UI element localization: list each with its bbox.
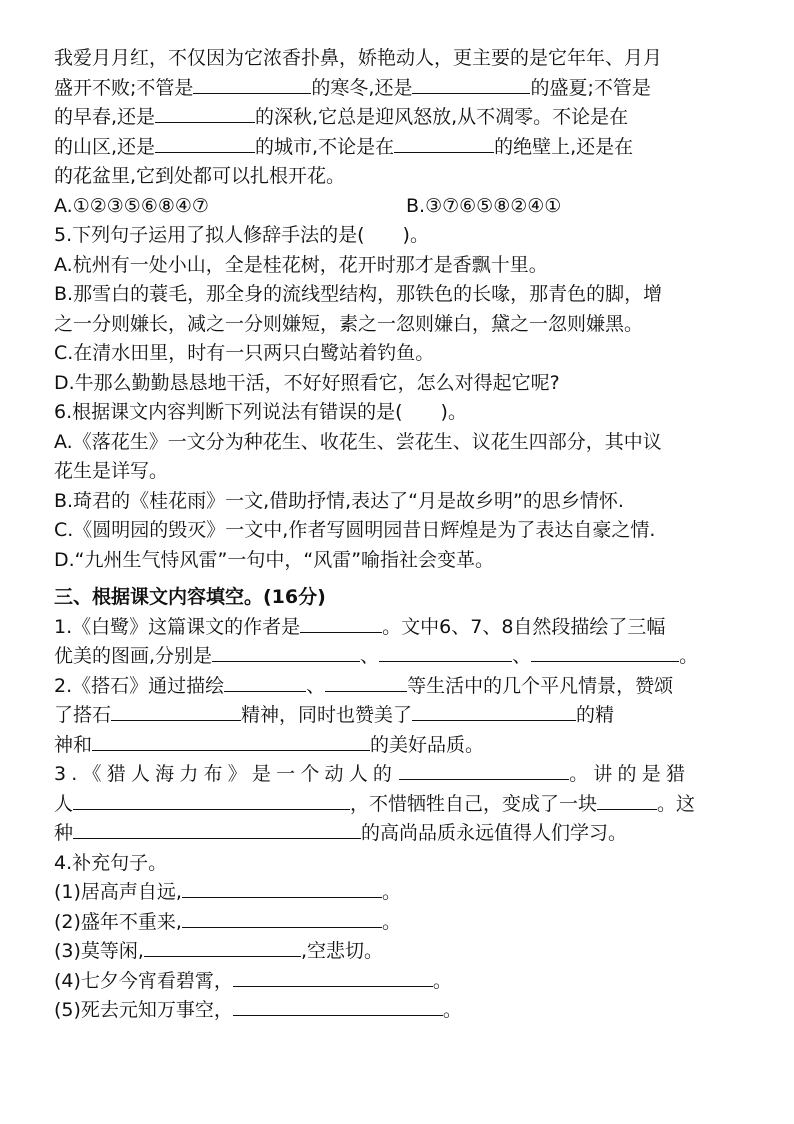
answer-blank[interactable] [193,75,311,94]
question-text: 。 [432,969,452,992]
answer-blank[interactable] [412,702,576,721]
answer-blank[interactable] [399,761,569,780]
q5-option-c[interactable] [54,339,754,369]
question-text: 3.《猎人海力布》是一个动人的 [54,763,398,785]
answer-blank[interactable] [233,968,433,987]
s4-item-4 [54,967,754,997]
answer-blank[interactable] [73,820,361,839]
answer-blank[interactable] [379,643,512,662]
passage-line-3 [54,103,754,133]
answer-blank[interactable] [394,134,494,153]
answer-blank[interactable] [233,997,443,1016]
q6-option-b[interactable] [54,487,754,517]
s3-line3 [54,819,754,849]
option-text: D.“九州生气恃风雷”一句中，“风雷”喻指社会变革。 [54,548,495,571]
q6-option-c[interactable] [54,516,754,546]
question-text: )。 [440,401,467,423]
question-text: 、 [512,645,532,667]
passage-text: 我爱月月红，不仅因为它浓香扑鼻，娇艳动人，更主要的是它年年、月月 [54,47,663,69]
question-text: 。这 [657,792,696,815]
answer-blank[interactable] [300,614,382,633]
question-text: 。文中6、7、8自然段描绘了三幅 [382,615,666,638]
s1-line2 [54,642,754,672]
worksheet-page [54,44,754,1026]
answer-blank[interactable] [92,732,370,751]
answer-blank[interactable] [155,104,255,123]
question-text: 的精 [576,704,615,726]
answer-blank[interactable] [224,673,306,692]
question-text: 等生活中的几个平凡情景，赞颂 [407,674,674,697]
q6-option-d[interactable] [54,546,754,576]
answer-blank[interactable] [182,879,382,898]
option-text: 之一分则嫌长，减之一分则嫌短，素之一忽则嫌白，黛之一忽则嫌黑。 [54,312,644,335]
q5-option-d[interactable] [54,369,754,399]
passage-text: 的盛夏;不管是 [530,76,651,99]
question-text: 、 [306,674,326,697]
option-text: A.《落花生》一文分为种花生、收花生、尝花生、议花生四部分，其中议 [54,430,662,453]
section-3-title: 三、根据课文内容填空。(16分) [54,586,326,608]
s4-title: 4.补充句子。 [54,851,168,874]
answer-blank[interactable] [155,134,255,153]
question-text: 1.《白鹭》这篇课文的作者是 [54,615,301,638]
option-text: D.牛那么勤勤恳恳地干活，不好好照看它，怎么对得起它呢? [54,371,560,394]
question-text: ,空悲切。 [300,940,384,962]
q4-options [54,192,754,222]
question-text: 。讲的是猎 [569,763,691,785]
passage-line-2 [54,74,754,104]
option-text: B.琦君的《桂花雨》一文,借助抒情,表达了“月是故乡明”的思乡情怀. [54,489,624,512]
answer-blank[interactable] [531,643,679,662]
q6-option-a-line2[interactable] [54,457,754,487]
answer-blank[interactable] [597,791,657,810]
s2-line1 [54,672,754,702]
answer-blank[interactable] [73,791,350,810]
s4-item-1 [54,878,754,908]
question-text: 精神，同时也赞美了 [241,704,413,726]
question-text: 人 [54,792,74,815]
passage-line-4 [54,133,754,163]
option-text: A.杭州有一处小山，全是桂花树，花开时那才是香飘十里。 [54,253,548,276]
passage-text: 的寒冬,还是 [311,76,413,99]
s4-item-3 [54,937,754,967]
answer-blank[interactable] [412,75,530,94]
option-b[interactable]: B.③⑦⑥⑤⑧②④① [406,194,562,217]
q5-stem [54,221,754,251]
q5-option-b-line2[interactable] [54,310,754,340]
option-text: B.那雪白的蓑毛，那全身的流线型结构，那铁色的长喙，那青色的脚，增 [54,283,663,305]
question-text: 的美好品质。 [370,733,485,756]
s1-line1 [54,613,754,643]
q5-option-a[interactable] [54,251,754,281]
passage-text: 盛开不败;不管是 [54,76,194,99]
passage-text: 的山区,还是 [54,135,156,158]
answer-blank[interactable] [325,673,407,692]
question-text: (5)死去元知万事空， [54,999,233,1021]
q6-stem [54,398,754,428]
question-text: 6.根据课文内容判断下列说法有错误的是( [54,401,403,423]
passage-text: 的花盆里,它到处都可以扎根开花。 [54,165,346,187]
passage-text: 的深秋,它总是迎风怒放,从不凋零。不论是在 [255,106,629,128]
question-text: 。 [381,910,401,933]
question-text: )。 [402,224,429,246]
question-text: 的高尚品质永远值得人们学习。 [361,822,628,844]
option-text: C.在清水田里，时有一只两只白鹭站着钓鱼。 [54,342,435,364]
question-text: ，不惜牺牲自己，变成了一块 [350,792,598,815]
question-text: 优美的图画,分别是 [54,645,213,667]
question-text: 了搭石 [54,704,112,726]
passage-text: 的早春,还是 [54,106,156,128]
answer-blank[interactable] [212,643,360,662]
s4-item-2 [54,908,754,938]
passage-text: 的城市,不论是在 [255,135,395,158]
passage-line-5 [54,162,754,192]
s2-line2 [54,701,754,731]
question-text: (2)盛年不重来, [54,910,182,933]
answer-blank[interactable] [182,909,382,928]
answer-blank[interactable] [111,702,241,721]
question-text: 种 [54,822,74,844]
q5-option-b-line1[interactable] [54,280,754,310]
s3-line1 [54,760,754,790]
option-a[interactable]: A.①②③⑤⑥⑧④⑦ [54,194,209,217]
s4-item-5 [54,996,754,1026]
question-text: 神和 [54,733,93,756]
question-text: 2.《搭石》通过描绘 [54,674,225,697]
s3-line2 [54,790,754,820]
s2-line3 [54,731,754,761]
q6-option-a-line1[interactable] [54,428,754,458]
question-text: 。 [679,645,699,667]
option-text: C.《圆明园的毁灭》一文中,作者写圆明园昔日辉煌是为了表达自豪之情. [54,519,656,541]
question-text: 5.下列句子运用了拟人修辞手法的是( [54,224,365,246]
question-text: (3)莫等闲, [54,940,144,962]
question-text: 。 [442,999,462,1021]
question-text: (1)居高声自远, [54,881,182,903]
question-text: (4)七夕今宵看碧霄， [54,969,233,992]
passage-line-1 [54,44,754,74]
answer-blank[interactable] [144,938,301,957]
option-text: 花生是详写。 [54,460,169,482]
question-text: 。 [381,881,401,903]
question-text: 、 [360,645,380,667]
passage-text: 的绝壁上,还是在 [494,135,634,158]
